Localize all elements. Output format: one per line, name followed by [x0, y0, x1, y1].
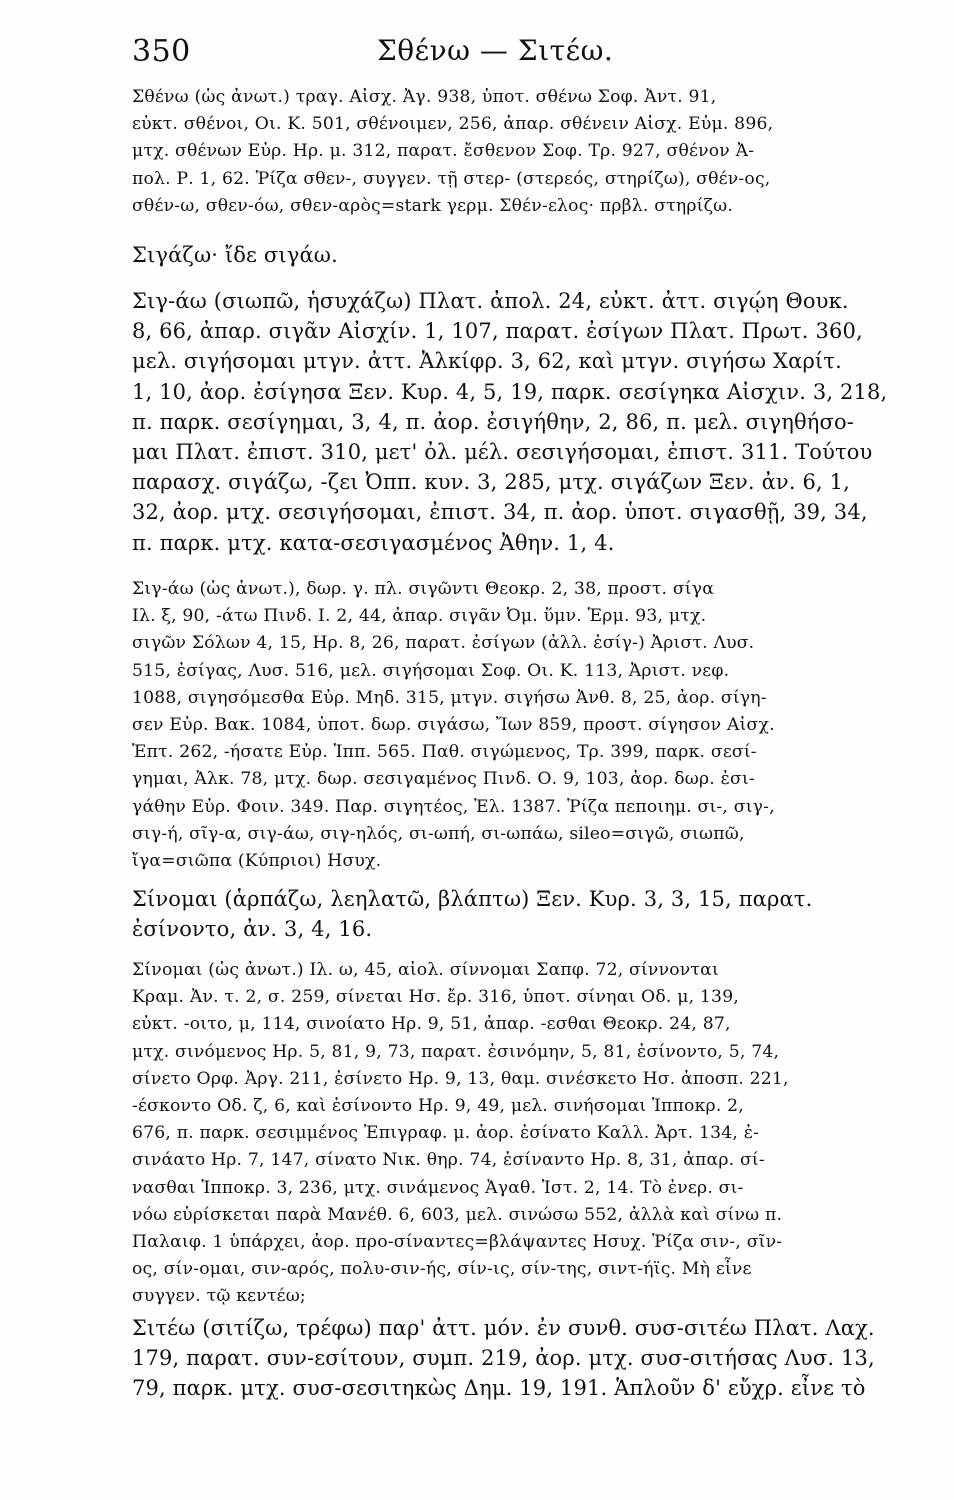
entry-line: 1, 10, ἀορ. ἐσίγησα Ξεν. Κυρ. 4, 5, 19, παρκ. σεσίγηκα Αἰσχιν. 3, 218,	[132, 379, 888, 404]
entry-line: νασθαι Ἱπποκρ. 3, 236, μτχ. σινάμενος Ἀγαθ. Ἱστ. 2, 14. Τὸ ἐνερ. σι-	[132, 1177, 744, 1198]
entry-sinomai-large	[132, 884, 902, 944]
entry-line: 515, ἐσίγας, Λυσ. 516, μελ. σιγήσομαι Σοφ. Οι. Κ. 113, Ἀριστ. νεφ.	[132, 660, 730, 681]
entry-line: σίνετο Ορφ. Ἀργ. 211, ἐσίνετο Ηρ. 9, 13, θαμ. σινέσκετο Ησ. ἀποσπ. 221,	[132, 1068, 789, 1089]
entry-sigaw-small	[132, 576, 902, 875]
entry-line: 79, παρκ. μτχ. συσ-σεσιτηκὼς Δημ. 19, 191. Ἁπλοῦν δ' εὔχρ. εἶνε τὸ	[132, 1376, 866, 1401]
page-header	[132, 34, 902, 74]
entry-line: μαι Πλατ. ἐπιστ. 310, μετ' ὀλ. μέλ. σεσιγήσομαι, ἐπιστ. 311. Τούτου	[132, 440, 873, 465]
entry-line: συγγεν. τῷ κεντέω;	[132, 1286, 306, 1307]
entry-line: σθέν-ω, σθεν-όω, σθεν-αρὸς=stark γερμ. Σθέν-ελος· πρβλ. στηρίζω.	[132, 195, 733, 216]
entry-line: εὐκτ. -οιτο, μ, 114, σινοίατο Ηρ. 9, 51, ἀπαρ. -εσθαι Θεοκρ. 24, 87,	[132, 1014, 731, 1035]
entry-sigaw-large	[132, 286, 902, 558]
entry-line: Σθένω (ὡς ἀνωτ.) τραγ. Αἰσχ. Ἀγ. 938, ὑποτ. σθένω Σοφ. Ἀντ. 91,	[132, 87, 717, 107]
entry-line: Παλαιφ. 1 ὑπάρχει, ἀορ. προ-σίναντες=βλάψαντες Ησυχ. Ῥίζα σιν-, σῖν-	[132, 1232, 783, 1253]
entry-line: σιγ-ή, σῖγ-α, σιγ-άω, σιγ-ηλός, σι-ωπή, σι-ωπάω, sileo=σιγῶ, σιωπῶ,	[132, 823, 745, 844]
entry-line: Σιτέω (σιτίζω, τρέφω) παρ' ἀττ. μόν. ἐν συνθ. συσ-σιτέω Πλατ. Λαχ.	[132, 1316, 875, 1340]
entry-line: 8, 66, ἀπαρ. σιγᾶν Αἰσχίν. 1, 107, παρατ. ἐσίγων Πλατ. Πρωτ. 360,	[132, 319, 863, 344]
entry-line: σινάατο Ηρ. 7, 147, σίνατο Νικ. θηρ. 74, ἐσίναντο Ηρ. 8, 31, ἀπαρ. σί-	[132, 1150, 765, 1171]
entry-line: Ιλ. ξ, 90, -άτω Πινδ. Ι. 2, 44, ἀπαρ. σιγᾶν Ὀμ. ὕμν. Ἑρμ. 93, μτχ.	[132, 606, 707, 627]
entry-line: ἐσίνοντο, ἀν. 3, 4, 16.	[132, 917, 373, 942]
entry-line: 179, παρατ. συν-εσίτουν, συμπ. 219, ἀορ. μτχ. συσ-σιτήσας Λυσ. 13,	[132, 1346, 875, 1371]
entry-line: 1088, σιγησόμεσθα Εὐρ. Μηδ. 315, μτγν. σιγήσω Ἀνθ. 8, 25, ἀορ. σίγη-	[132, 687, 767, 708]
entry-line: ος, σίν-ομαι, σιν-αρός, πολυ-σιν-ής, σίν-ις, σίν-της, σιντ-ήϊς. Μὴ εἶνε	[132, 1259, 752, 1280]
entry-line: μτχ. σθένων Εὐρ. Ηρ. μ. 312, παρατ. ἔσθενον Σοφ. Τρ. 927, σθένον Ἀ-	[132, 141, 755, 162]
entry-line: μτχ. σινόμενος Ηρ. 5, 81, 9, 73, παρατ. ἐσινόμην, 5, 81, ἐσίνοντο, 5, 74,	[132, 1041, 780, 1062]
entry-line: παρασχ. σιγάζω, -ζει Ὀππ. κυν. 3, 285, μτχ. σιγάζων Ξεν. ἀν. 6, 1,	[132, 470, 850, 495]
entry-line: Σιγ-άω (σιωπῶ, ἡσυχάζω) Πλατ. ἀπολ. 24, εὐκτ. ἀττ. σιγῴη Θουκ.	[132, 289, 849, 313]
entry-sigazw	[132, 240, 902, 270]
entry-line: Σιγ-άω (ὡς ἀνωτ.), δωρ. γ. πλ. σιγῶντι Θεοκρ. 2, 38, προστ. σίγα	[132, 579, 715, 599]
entry-line: π. παρκ. μτχ. κατα-σεσιγασμένος Ἀθην. 1, 4.	[132, 530, 615, 555]
entry-sinomai-small	[132, 957, 902, 1311]
entry-line: Σιγάζω· ἴδε σιγάω.	[132, 243, 338, 267]
running-title: Σθένω — Σιτέω.	[377, 34, 614, 67]
entry-line: σιγῶν Σόλων 4, 15, Ηρ. 8, 26, παρατ. ἐσίγων (ἀλλ. ἐσίγ-) Ἀριστ. Λυσ.	[132, 633, 755, 654]
entry-line: μελ. σιγήσομαι μτγν. ἀττ. Ἀλκίφρ. 3, 62, καὶ μτγν. σιγήσω Χαρίτ.	[132, 349, 842, 374]
entry-line: Σίνομαι (ἁρπάζω, λεηλατῶ, βλάπτω) Ξεν. Κυρ. 3, 3, 15, παρατ.	[132, 887, 813, 911]
entry-line: Ἑπτ. 262, -ήσατε Εὐρ. Ἱππ. 565. Παθ. σιγώμενος, Τρ. 399, παρκ. σεσί-	[132, 742, 757, 763]
entry-line: Κραμ. Ἀν. τ. 2, σ. 259, σίνεται Ησ. ἔρ. 316, ὑποτ. σίνηαι Οδ. μ, 139,	[132, 987, 739, 1008]
entry-line: 32, ἀορ. μτχ. σεσιγήσομαι, ἐπιστ. 34, π. ἀορ. ὑποτ. σιγασθῇ, 39, 34,	[132, 500, 868, 525]
entry-line: 676, π. παρκ. σεσιμμένος Ἐπιγραφ. μ. ἀορ. ἐσίνατο Καλλ. Ἀρτ. 134, ἐ-	[132, 1123, 760, 1144]
entry-sthenw	[132, 84, 902, 220]
entry-line: γάθην Εὐρ. Φοιν. 349. Παρ. σιγητέος, Ἑλ. 1387. Ῥίζα πεποιημ. σι-, σιγ-,	[132, 796, 775, 817]
entry-line: εὐκτ. σθένοι, Οι. Κ. 501, σθένοιμεν, 256, ἀπαρ. σθένειν Αἰσχ. Εὐμ. 896,	[132, 114, 774, 135]
entry-line: νόω εὑρίσκεται παρὰ Μανέθ. 6, 603, μελ. σινώσω 552, ἀλλὰ καὶ σίνω π.	[132, 1204, 783, 1225]
entry-line: σεν Εὐρ. Βακ. 1084, ὑποτ. δωρ. σιγάσω, Ἴων 859, προστ. σίγησον Αἰσχ.	[132, 715, 775, 736]
entry-line: -έσκοντο Οδ. ζ, 6, καὶ ἐσίνοντο Ηρ. 9, 49, μελ. σινήσομαι Ἱπποκρ. 2,	[132, 1096, 744, 1117]
entry-line: γημαι, Ἀλκ. 78, μτχ. δωρ. σεσιγαμένος Πινδ. Ο. 9, 103, ἀορ. δωρ. ἐσι-	[132, 769, 755, 790]
entry-line: πολ. Ρ. 1, 62. Ῥίζα σθεν-, συγγεν. τῇ στερ- (στερεός, στηρίζω), σθέν-ος,	[132, 168, 771, 189]
page-number: 350	[132, 34, 191, 69]
entry-line: ἴγα=σιῶπα (Κύπριοι) Ησυχ.	[132, 851, 382, 872]
entry-line: π. παρκ. σεσίγημαι, 3, 4, π. ἀορ. ἐσιγήθην, 2, 86, π. μελ. σιγηθήσο-	[132, 409, 855, 434]
entry-line: Σίνομαι (ὡς ἀνωτ.) Ιλ. ω, 45, αἰολ. σίννομαι Σαπφ. 72, σίννονται	[132, 960, 719, 980]
entry-sitew	[132, 1313, 902, 1404]
